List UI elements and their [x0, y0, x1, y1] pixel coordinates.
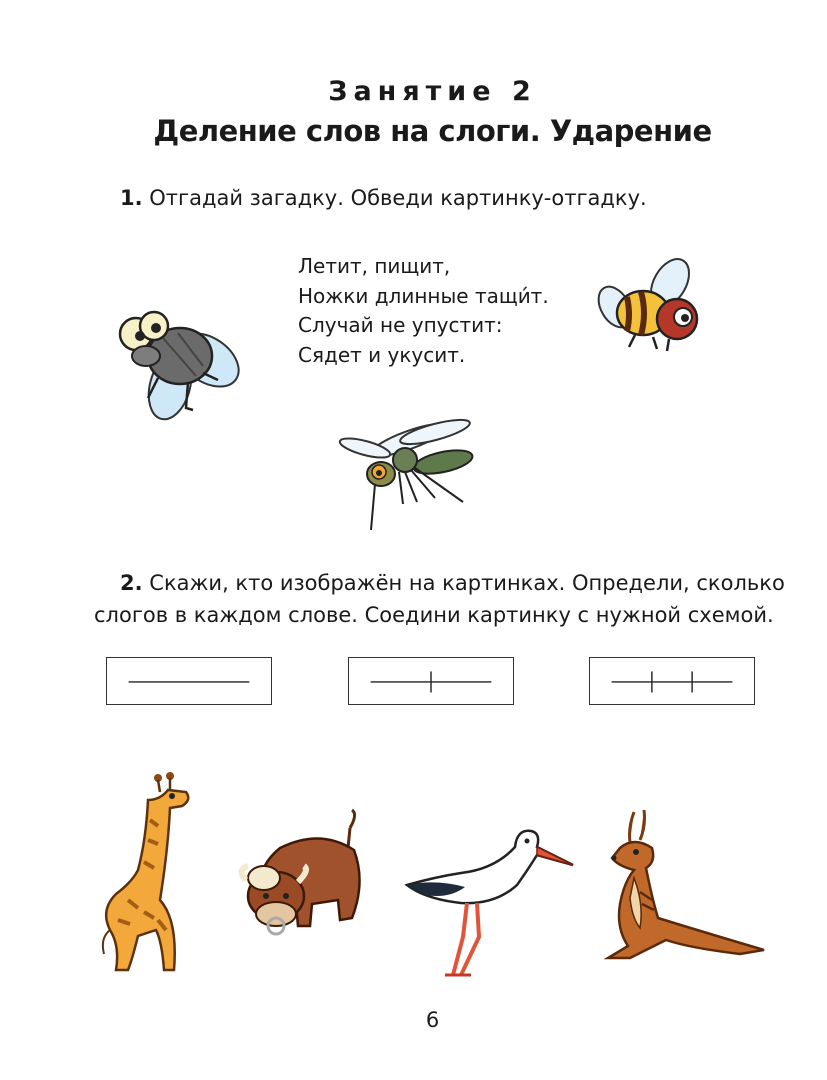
- mosquito-picture[interactable]: [335, 420, 475, 535]
- task-1-number: 1.: [120, 186, 143, 210]
- syllable-scheme-3[interactable]: [589, 657, 755, 705]
- task-2-number: 2.: [120, 571, 143, 595]
- page-number: 6: [425, 1008, 440, 1032]
- bull-picture[interactable]: [240, 808, 370, 948]
- kangaroo-picture[interactable]: [600, 808, 770, 968]
- scheme-line-icon: [349, 658, 513, 704]
- page-title: Деление слов на слоги. Ударение: [153, 114, 712, 148]
- fly-picture[interactable]: [108, 298, 238, 423]
- bee-picture[interactable]: [595, 255, 710, 355]
- lesson-label: Занятие 2: [328, 76, 537, 107]
- riddle-line: Случай не упустит:: [298, 313, 503, 337]
- task-2-text-line-2: слогов в каждом слове. Соедини картинку с нужной схемой.: [94, 603, 774, 627]
- task-2-text-line-1: Скажи, кто изображён на картинках. Определи, сколько: [149, 571, 785, 595]
- riddle-line: Сядет и укусит.: [298, 342, 466, 367]
- task-2-instruction: [94, 567, 800, 631]
- stork-picture[interactable]: [405, 825, 580, 980]
- scheme-line-icon: [590, 658, 754, 704]
- task-1-instruction: [120, 182, 647, 214]
- riddle-line: Летит, пищит,: [298, 254, 451, 278]
- task-1-text: Отгадай загадку. Обведи картинку-отгадку.: [149, 186, 647, 210]
- syllable-scheme-2[interactable]: [348, 657, 514, 705]
- riddle-line: Ножки длинные тащи́т.: [298, 283, 549, 308]
- giraffe-picture[interactable]: [98, 770, 198, 980]
- scheme-line-icon: [107, 658, 271, 704]
- riddle-poem: [298, 252, 549, 370]
- syllable-scheme-1[interactable]: [106, 657, 272, 705]
